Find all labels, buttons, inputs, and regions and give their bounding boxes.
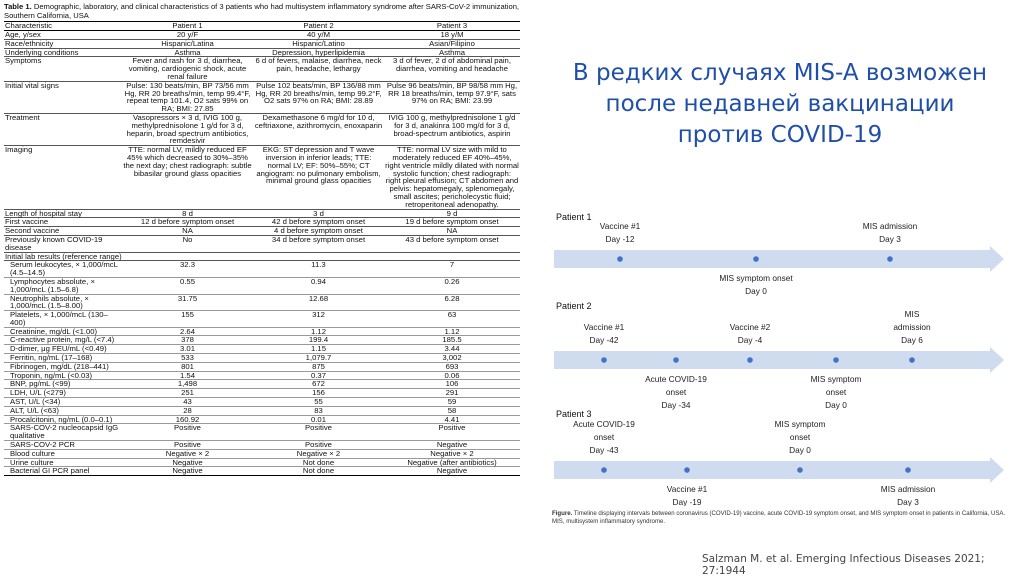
cell-characteristic: Serum leukocytes, × 1,000/mcL (4.5–14.5) (4, 261, 122, 278)
cell-patient-3: Negative (after antibiotics) (384, 458, 520, 467)
event-dot (617, 256, 623, 262)
cell-patient-1: 20 y/F (122, 31, 253, 40)
cell-characteristic: Previously known COVID-19 disease (4, 235, 122, 252)
clinical-characteristics-table (4, 21, 520, 476)
event-dot (797, 467, 803, 473)
cell-characteristic: LDH, U/L (<279) (4, 389, 122, 398)
patient-label: Patient 2 (556, 301, 592, 311)
header-characteristic: Characteristic (4, 22, 122, 31)
event-label: Day 0 (825, 400, 847, 410)
cell-patient-2: 4 d before symptom onset (253, 227, 384, 236)
cell-patient-1: 43 (122, 398, 253, 407)
cell-patient-3: 0.06 (384, 371, 520, 380)
cell-characteristic: Troponin, ng/mL (<0.03) (4, 371, 122, 380)
lab-section-header: Initial lab results (reference range) (4, 252, 520, 261)
table-row (4, 235, 520, 252)
cell-patient-1: Negative (122, 458, 253, 467)
cell-characteristic: SARS-COV-2 PCR (4, 441, 122, 450)
cell-patient-1: Fever and rash for 3 d, diarrhea, vomiting, cardiogenic shock, acute renal failure (122, 57, 253, 81)
cell-patient-3: 7 (384, 261, 520, 278)
event-dot (747, 357, 753, 363)
timeline-arrow (554, 347, 1004, 373)
lab-row (4, 311, 520, 328)
cell-patient-1: Vasopressors × 3 d, IVIG 100 g, methylprednisolone 1 g/d for 3 d, heparin, broad spectrum antibiotics, remdesivir (122, 113, 253, 145)
cell-characteristic: Blood culture (4, 449, 122, 458)
cell-patient-3: Negative (384, 441, 520, 450)
cell-characteristic: Ferritin, ng/mL (17–168) (4, 354, 122, 363)
cell-patient-2: 12.68 (253, 294, 384, 311)
event-dot (684, 467, 690, 473)
cell-characteristic: D-dimer, μg FEU/mL (<0.49) (4, 345, 122, 354)
cell-patient-3: Negative × 2 (384, 449, 520, 458)
cell-patient-3: 693 (384, 362, 520, 371)
cell-characteristic: SARS-COV-2 nucleocapsid IgG qualitative (4, 424, 122, 441)
event-label: MIS symptom (774, 419, 826, 429)
cell-characteristic: BNP, pg/mL (<99) (4, 380, 122, 389)
cell-patient-1: Positive (122, 424, 253, 441)
cell-characteristic: Imaging (4, 146, 122, 209)
timeline-svg (552, 206, 1010, 506)
cell-patient-1: 12 d before symptom onset (122, 218, 253, 227)
cell-patient-3: 18 y/M (384, 31, 520, 40)
cell-patient-3: NA (384, 227, 520, 236)
cell-patient-2: 83 (253, 406, 384, 415)
event-label: Vaccine #1 (666, 484, 708, 494)
lab-row (4, 467, 520, 476)
event-label: Day -42 (589, 335, 619, 345)
cell-characteristic: Treatment (4, 113, 122, 145)
cell-patient-3: Asian/Filipino (384, 39, 520, 48)
cell-patient-3: 106 (384, 380, 520, 389)
figure-caption-text: Timeline displaying intervals between coronavirus (COVID-19) vaccine, acute COVID-19 symptom onset, and MIS symptom onset in patients in California, USA. MIS, multisystem inflammatory syndrome. (552, 510, 1006, 525)
event-label: onset (665, 387, 687, 397)
table-row (4, 218, 520, 227)
clinical-table-panel (4, 2, 520, 476)
lab-row (4, 406, 520, 415)
event-label: Day -19 (672, 497, 702, 506)
cell-patient-1: 155 (122, 311, 253, 328)
table-row (4, 39, 520, 48)
cell-patient-1: 2.64 (122, 327, 253, 336)
cell-patient-3: 0.26 (384, 277, 520, 294)
cell-patient-1: Positive (122, 441, 253, 450)
cell-characteristic: Initial vital signs (4, 81, 122, 113)
cell-patient-2: 1,079.7 (253, 354, 384, 363)
cell-patient-2: 1.12 (253, 327, 384, 336)
cell-patient-2: 0.01 (253, 415, 384, 424)
cell-patient-2: 672 (253, 380, 384, 389)
cell-patient-1: 1,498 (122, 380, 253, 389)
cell-characteristic: Length of hospital stay (4, 209, 122, 218)
cell-patient-2: 156 (253, 389, 384, 398)
event-label: MIS symptom (810, 374, 862, 384)
cell-patient-2: 3 d (253, 209, 384, 218)
cell-patient-1: Asthma (122, 48, 253, 57)
lab-row (4, 380, 520, 389)
timeline-arrow (554, 457, 1004, 483)
event-label: onset (789, 432, 811, 442)
cell-patient-3: 58 (384, 406, 520, 415)
cell-patient-3: 63 (384, 311, 520, 328)
cell-patient-1: 533 (122, 354, 253, 363)
cell-patient-1: 160.92 (122, 415, 253, 424)
lab-row (4, 398, 520, 407)
cell-patient-3: 19 d before symptom onset (384, 218, 520, 227)
event-dot (833, 357, 839, 363)
cell-patient-2: Negative × 2 (253, 449, 384, 458)
cell-patient-2: 11.3 (253, 261, 384, 278)
cell-patient-3: IVIG 100 g, methylprednisolone 1 g/d for 3 d, anakinra 100 mg/d for 3 d, broad-spectrum antibiotics, aspirin (384, 113, 520, 145)
event-label: MIS admission (862, 221, 918, 231)
cell-characteristic: Underlying conditions (4, 48, 122, 57)
lab-row (4, 389, 520, 398)
table-row (4, 57, 520, 81)
cell-patient-1: Negative (122, 467, 253, 476)
cell-patient-3: Negative (384, 467, 520, 476)
cell-patient-2: Positive (253, 441, 384, 450)
lab-row (4, 449, 520, 458)
table-row (4, 146, 520, 209)
lab-row (4, 362, 520, 371)
cell-patient-3: 185.5 (384, 336, 520, 345)
cell-patient-2: 0.37 (253, 371, 384, 380)
cell-patient-1: 31.75 (122, 294, 253, 311)
cell-patient-3: 43 d before symptom onset (384, 235, 520, 252)
cell-patient-2: 312 (253, 311, 384, 328)
cell-patient-1: 8 d (122, 209, 253, 218)
table-row (4, 113, 520, 145)
cell-patient-2: 55 (253, 398, 384, 407)
event-label: Vaccine #2 (729, 322, 771, 332)
cell-patient-2: EKG: ST depression and T wave inversion in inferior leads; TTE: normal LV; EF: 50%–55%; CT angiogram: no pulmonary embolism, minimal ground glass opacities (253, 146, 384, 209)
cell-characteristic: Creatinine, mg/dL (<1.00) (4, 327, 122, 336)
cell-patient-1: 1.54 (122, 371, 253, 380)
cell-patient-1: No (122, 235, 253, 252)
cell-patient-1: 0.55 (122, 277, 253, 294)
cell-patient-2: Positive (253, 424, 384, 441)
cell-patient-1: 28 (122, 406, 253, 415)
cell-patient-2: Hispanic/Latino (253, 39, 384, 48)
cell-characteristic: Platelets, × 1,000/mcL (130–400) (4, 311, 122, 328)
cell-patient-1: 801 (122, 362, 253, 371)
cell-characteristic: Second vaccine (4, 227, 122, 236)
cell-patient-2: Not done (253, 458, 384, 467)
figure-caption-label: Figure. (552, 510, 573, 517)
cell-patient-2: Dexamethasone 6 mg/d for 10 d, ceftriaxone, azithromycin, enoxaparin (253, 113, 384, 145)
header-patient-2: Patient 2 (253, 22, 384, 31)
cell-patient-3: 1.12 (384, 327, 520, 336)
cell-patient-3: 9 d (384, 209, 520, 218)
event-label: MIS symptom onset (719, 273, 793, 283)
cell-patient-3: 3 d of fever, 2 d of abdominal pain, diarrhea, vomiting and headache (384, 57, 520, 81)
lab-row (4, 294, 520, 311)
cell-patient-2: 42 d before symptom onset (253, 218, 384, 227)
event-label: onset (593, 432, 615, 442)
figure-caption (552, 510, 1012, 525)
cell-patient-1: 32.3 (122, 261, 253, 278)
cell-characteristic: Bacterial GI PCR panel (4, 467, 122, 476)
patient-label: Patient 3 (556, 409, 592, 419)
lab-row (4, 424, 520, 441)
event-label: MIS (904, 309, 920, 319)
header-patient-1: Patient 1 (122, 22, 253, 31)
cell-patient-1: 251 (122, 389, 253, 398)
event-label: onset (825, 387, 847, 397)
cell-patient-2: Not done (253, 467, 384, 476)
cell-characteristic: Urine culture (4, 458, 122, 467)
lab-row (4, 277, 520, 294)
event-dot (601, 357, 607, 363)
event-dot (909, 357, 915, 363)
cell-patient-2: 0.94 (253, 277, 384, 294)
cell-patient-2: 6 d of fevers, malaise, diarrhea, neck pain, headache, lethargy (253, 57, 384, 81)
event-label: admission (893, 322, 931, 332)
cell-patient-1: 3.01 (122, 345, 253, 354)
cell-patient-2: 875 (253, 362, 384, 371)
cell-patient-2: 199.4 (253, 336, 384, 345)
event-label: Day -12 (605, 234, 635, 244)
cell-patient-3: Positive (384, 424, 520, 441)
cell-patient-2: 34 d before symptom onset (253, 235, 384, 252)
cell-characteristic: ALT, U/L (<63) (4, 406, 122, 415)
event-label: Day 3 (897, 497, 919, 506)
citation: Salzman M. et al. Emerging Infectious Diseases 2021; 27:1944 (702, 553, 985, 577)
cell-characteristic: First vaccine (4, 218, 122, 227)
event-label: Day 3 (879, 234, 901, 244)
cell-characteristic: Age, y/sex (4, 31, 122, 40)
cell-characteristic: Race/ethnicity (4, 39, 122, 48)
cell-patient-3: 3,002 (384, 354, 520, 363)
cell-patient-2: 1.15 (253, 345, 384, 354)
cell-characteristic: Neutrophils absolute, × 1,000/mcL (1.5–8.00) (4, 294, 122, 311)
cell-patient-3: Pulse 96 beats/min, BP 98/58 mm Hg, RR 18 breaths/min, temp 97.9°F, sats 97% on RA; BMI: 23.99 (384, 81, 520, 113)
cell-patient-1: Negative × 2 (122, 449, 253, 458)
cell-patient-2: 40 y/M (253, 31, 384, 40)
table-row (4, 31, 520, 40)
event-dot (673, 357, 679, 363)
cell-characteristic: AST, U/L (<34) (4, 398, 122, 407)
event-dot (601, 467, 607, 473)
table-row (4, 81, 520, 113)
cell-patient-1: 378 (122, 336, 253, 345)
cell-characteristic: C-reactive protein, mg/L (<7.4) (4, 336, 122, 345)
table-caption-text: Demographic, laboratory, and clinical characteristics of 3 patients who had multisystem inflammatory syndrome after SARS-CoV-2 immunization, Southern California, USA (4, 2, 520, 20)
event-label: Day -34 (661, 400, 691, 410)
cell-characteristic: Fibrinogen, mg/dL (218–441) (4, 362, 122, 371)
event-label: Day 6 (901, 335, 923, 345)
event-dot (905, 467, 911, 473)
cell-patient-3: 3.44 (384, 345, 520, 354)
event-label: Acute COVID-19 (573, 419, 635, 429)
timeline-figure (552, 206, 1010, 530)
event-label: Acute COVID-19 (645, 374, 707, 384)
event-dot (753, 256, 759, 262)
header-patient-3: Patient 3 (384, 22, 520, 31)
cell-patient-3: 4.41 (384, 415, 520, 424)
patient-label: Patient 1 (556, 212, 592, 222)
cell-patient-2: Depression, hyperlipidemia (253, 48, 384, 57)
cell-characteristic: Procalcitonin, ng/mL (0.0–0.1) (4, 415, 122, 424)
cell-patient-1: NA (122, 227, 253, 236)
cell-patient-3: 59 (384, 398, 520, 407)
event-dot (887, 256, 893, 262)
cell-characteristic: Symptoms (4, 57, 122, 81)
event-label: Vaccine #1 (599, 221, 641, 231)
cell-patient-2: Pulse 102 beats/min, BP 136/88 mm Hg, RR 20 breaths/min, temp 99.2°F, O2 sats 97% on RA; BMI: 28.89 (253, 81, 384, 113)
event-label: MIS admission (880, 484, 936, 494)
slide-title: В редких случаях MIS-A возможен после недавней вакцинации против COVID-19 (572, 60, 988, 148)
event-label: Day -4 (737, 335, 763, 345)
cell-patient-3: 6.28 (384, 294, 520, 311)
cell-patient-1: TTE: normal LV, mildly reduced EF 45% which decreased to 30%–35% the next day; chest radiograph: subtle bibasilar ground glass opacities (122, 146, 253, 209)
table-caption (4, 2, 520, 20)
cell-characteristic: Lymphocytes absolute, × 1,000/mcL (1.5–6.8) (4, 277, 122, 294)
cell-patient-3: 291 (384, 389, 520, 398)
cell-patient-1: Hispanic/Latina (122, 39, 253, 48)
table-caption-label: Table 1. (4, 2, 32, 11)
event-label: Day 0 (789, 445, 811, 455)
event-label: Day 0 (745, 286, 767, 296)
event-label: Vaccine #1 (583, 322, 625, 332)
lab-row (4, 261, 520, 278)
lab-row (4, 371, 520, 380)
cell-patient-1: Pulse: 130 beats/min, BP 73/56 mm Hg, RR 20 breaths/min, temp 99.4°F, repeat temp 101.4, O2 sats 99% on RA; BMI: 27.85 (122, 81, 253, 113)
cell-patient-3: TTE: normal LV size with mild to moderately reduced EF 40%–45%, right ventricle mildly dilated with normal systolic function; chest radiograph: right pleural effusion; CT abdomen and pelvis: hepatomegaly, splenomegaly, small ascites; pericholecystic fluid; retroperitoneal adenopathy. (385, 145, 519, 209)
cell-patient-3: Asthma (384, 48, 520, 57)
event-label: Day -43 (589, 445, 619, 455)
